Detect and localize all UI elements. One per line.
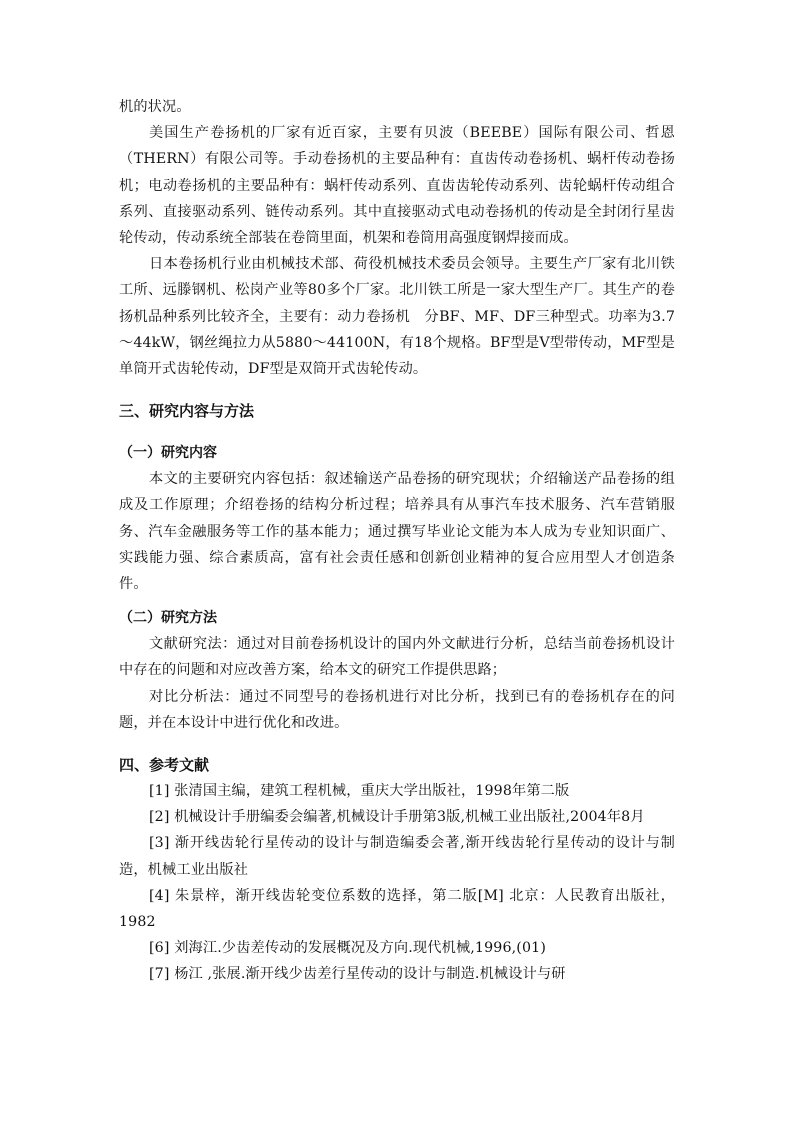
paragraph-research-content: 本文的主要研究内容包括：叙述输送产品卷扬的研究现状；介绍输送产品卷扬的组成及工作原理；介绍卷扬的结构分析过程；培养具有从事汽车技术服务、汽车营销服务、汽车金融服务等工作的基本能力；通过撰写毕业论文能为本人成为专业知识面广、实践能力强、综合素质高，富有社会责任感和创新创业精神的复合应用型人才创造条件。 — [119, 471, 675, 593]
document-page — [119, 94, 675, 988]
paragraph-comparison-method: 对比分析法：通过不同型号的卷扬机进行对比分析，找到已有的卷扬机存在的问题，并在本设计中进行优化和改进。 — [119, 688, 675, 731]
section-heading-research: 三、研究内容与方法 — [119, 402, 255, 421]
reference-item: [3] 渐开线齿轮行星传动的设计与制造编委会著,渐开线齿轮行星传动的设计与制造，机械工业出版社 — [119, 835, 675, 878]
subsection-heading-content: （一）研究内容 — [119, 445, 217, 462]
reference-item: [7] 杨江 ,张展.渐开线少齿差行星传动的设计与制造.机械设计与研 — [149, 966, 566, 983]
subsection-heading-method: （二）研究方法 — [119, 610, 217, 627]
paragraph-usa-winch: 美国生产卷扬机的厂家有近百家，主要有贝波（BEEBE）国际有限公司、哲恩（THERN）有限公司等。手动卷扬机的主要品种有：直齿传动卷扬机、蜗杆传动卷扬机；电动卷扬机的主要品种有：蜗杆传动系列、直齿齿轮传动系列、齿轮蜗杆传动组合系列、直接驱动系列、链传动系列。其中直接驱动式电动卷扬机的传动是全封闭行星齿轮传动，传动系统全部装在卷筒里面，机架和卷筒用高强度钢焊接而成。 — [119, 125, 675, 247]
reference-item: [1] 张清国主编，建筑工程机械，重庆大学出版社，1998年第二版 — [149, 783, 570, 800]
paragraph-continuation: 机的状况。 — [119, 99, 191, 115]
paragraph-japan-winch: 日本卷扬机行业由机械技术部、荷役机械技术委员会领导。主要生产厂家有北川铁工所、远滕钢机、松岗产业等80多个厂家。北川铁工所是一家大型生产厂。其生产的卷扬机品种系列比较齐全，主要有：动力卷扬机 分BF、MF、DF三种型式。功率为3.7～44kW，钢丝绳拉力从5880～44100N，有18个规格。BF型是V型带传动，MF型是单筒开式齿轮传动，DF型是双筒开式齿轮传动。 — [119, 256, 675, 378]
reference-item: [4] 朱景梓，渐开线齿轮变位系数的选择，第二版[M] 北京：人民教育出版社，1982 — [119, 887, 675, 931]
section-heading-references: 四、参考文献 — [119, 756, 210, 775]
reference-item: [2] 机械设计手册编委会编著,机械设计手册第3版,机械工业出版社,2004年8月 — [149, 809, 645, 826]
reference-item: [6] 刘海江.少齿差传动的发展概况及方向.现代机械,1996,(01) — [149, 940, 547, 957]
paragraph-literature-method: 文献研究法：通过对目前卷扬机设计的国内外文献进行分析，总结当前卷扬机设计中存在的问题和对应改善方案，给本文的研究工作提供思路； — [119, 636, 675, 679]
